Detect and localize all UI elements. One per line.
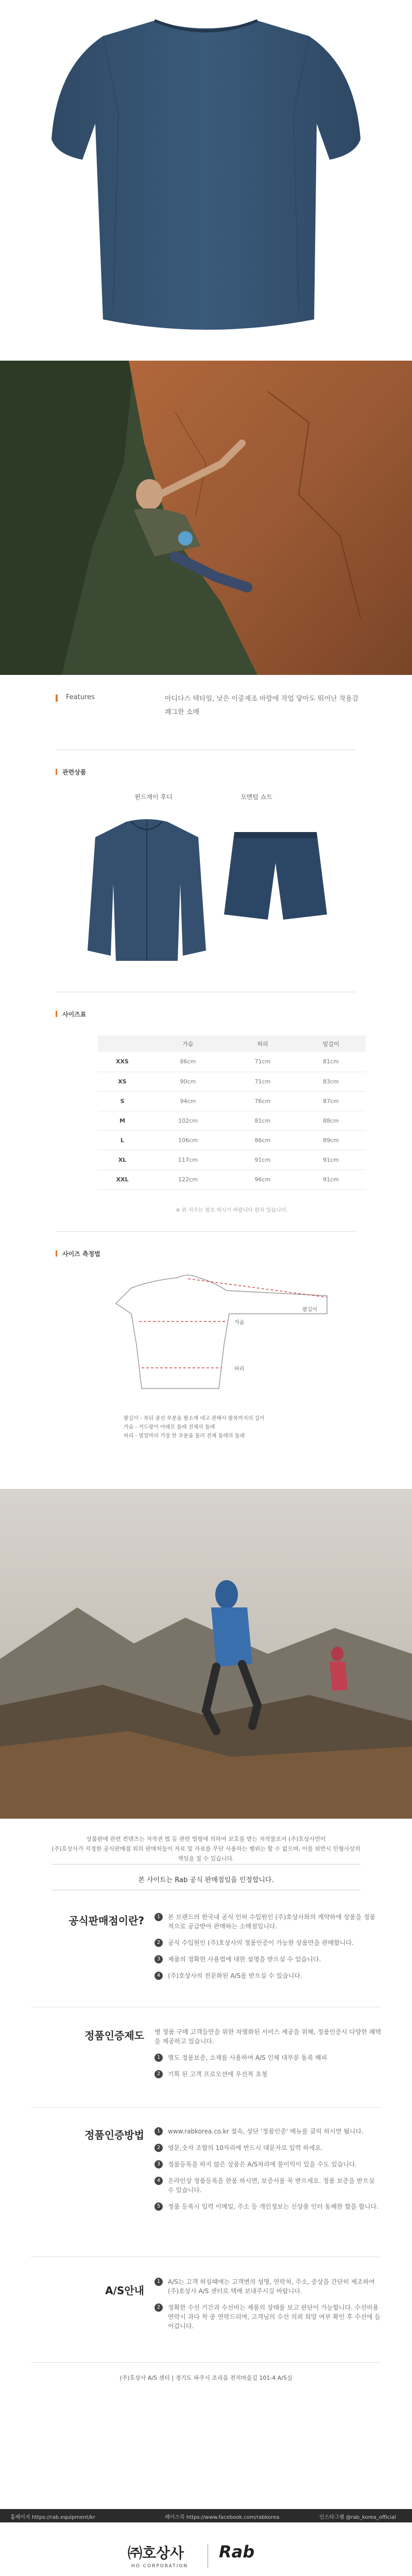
mountain-run-photo [0, 1489, 412, 1819]
measure-note-line: 가슴 - 겨드랑이 아래로 둘레 전체의 둘레 [124, 1425, 215, 1430]
hosangsa-logo-subtitle: HO CORPORATION [131, 2564, 188, 2569]
hero-product-image [0, 0, 412, 361]
related-product-name-2[interactable]: 모멘텀 쇼트 [241, 793, 272, 801]
brand-logos [0, 2522, 412, 2576]
official-dealer-confirm: 본 사이트는 Rab 공식 판매점임을 인정합니다. [138, 1876, 274, 1884]
list-item: 3 정품등록을 하지 않은 상품은 A/S처리에 불이익이 있을 수도 있습니다. [154, 2160, 381, 2169]
table-header: 가슴 [147, 1036, 229, 1052]
cert-method-list [154, 2127, 381, 2218]
instagram-link[interactable]: 인스타그램 @rab_korea_official [319, 2515, 396, 2520]
table-header: 밑길이 [296, 1036, 366, 1052]
table-header: 허리 [229, 1036, 296, 1052]
label-waist: 허리 [234, 1366, 245, 1372]
as-title: A/S안내 [105, 2284, 144, 2297]
measure-notes [124, 1414, 340, 1440]
table-row: M 102cm 81cm 88cm [98, 1111, 366, 1130]
measure-note-line: 허리 - 옆얼마의 가장 한 부분을 둘러 전체 둘레의 둘레 [124, 1433, 245, 1439]
homepage-link[interactable]: 홈페이지 https://rab.equipment/kr [10, 2515, 95, 2520]
jacket-image [88, 819, 206, 961]
shorts-image [224, 832, 327, 920]
table-row: S 94cm 76cm 87cm [98, 1091, 366, 1111]
related-title: 관련상품 [56, 768, 86, 776]
table-row: L 106cm 86cm 89cm [98, 1130, 366, 1150]
features-accent-bar [56, 694, 58, 702]
list-item: 4 (주)호상사의 전문화된 A/S를 받으실 수 있습니다. [154, 1971, 381, 1980]
as-list [154, 2277, 381, 2338]
list-item: 2 기획 된 고객 프로모션에 우선적 초청 [154, 2070, 381, 2079]
rab-logo: Rab [219, 2542, 255, 2562]
list-item: 1 본 브랜드의 한국내 공식 인허 수입원인 (주)호상사와의 계약하에 상품을 정품적으로 공급받아 판매하는 소매점입니다. [154, 1912, 381, 1931]
certification-list [154, 2027, 381, 2086]
certification-title: 정품인증제도 [84, 2029, 144, 2042]
table-row: XS 90cm 71cm 83cm [98, 1072, 366, 1091]
measure-note-line: 팔길이 - 목뒤 중선 부분을 팔소재 네고 관해서 팔목까지의 길이 [124, 1416, 265, 1421]
label-arm: 팔길이 [302, 1307, 317, 1313]
t-shirt-shape [52, 21, 360, 330]
official-dealer-title: 공식판매점이란? [68, 1914, 144, 1927]
official-dealer-list [154, 1912, 381, 1988]
climbing-photo [0, 361, 412, 675]
list-item: 2 공식 수입원인 (주)호상사의 정품인증이 가능한 상품만을 판매합니다. [154, 1938, 381, 1947]
facebook-link[interactable]: 페이스북 https://www.facebook.com/rabkorea [165, 2515, 280, 2520]
table-header [98, 1036, 147, 1052]
list-item: 4 온라인상 정품등록을 한품 하시면, 보증서를 꼭 받으세요. 정품 보증을 받으실 수 있습니다. [154, 2176, 381, 2195]
divider [31, 2107, 381, 2108]
related-products-images [80, 817, 332, 966]
certification-intro: 병 정품 구매 고객들만을 위한 차별화된 서비스 제공을 위해, 정품인증시 다양한 혜택을 제공하고 있습니다. [154, 2028, 381, 2045]
list-item: 2 정확한 수선 기간과 수선비는 제품의 상태를 보고 판단이 가능합니다. 수선비용 연락시 과다 착 중 연락드리며, 고객님의 수선 의뢰 희망 여부 확인 후 수선에 들어갑니다. [154, 2303, 381, 2331]
list-item: 2 영문,숫자 조합의 10자리에 반드시 대문자로 입력 하세요. [154, 2143, 381, 2153]
list-item: 1 별도 정품보증, 소재를 사용하여 A/S 인체 대부분 동록 해피 [154, 2053, 381, 2062]
hosangsa-logo: ㈜호상사 [128, 2545, 184, 2562]
footer-links-bar [0, 2509, 412, 2522]
size-chart-table [98, 1036, 366, 1190]
list-item: 1 www.rabkorea.co.kr 접속, 상단 '정품인증' 메뉴를 클릭 하시면 됩니다. [154, 2127, 381, 2136]
table-row: XXL 122cm 96cm 91cm [98, 1170, 366, 1189]
label-chest: 가슴 [234, 1320, 245, 1326]
features-title: Features [66, 693, 95, 701]
size-chart-note: ※ 위 치수는 참조 하시기 바랍니다 편차 있습니다. [176, 1208, 288, 1213]
list-item: 5 정품 등록시 입력 이메일, 주소 등 개인정보는 신상용 인터 동해한 합을 합니다. [154, 2202, 381, 2211]
table-row: XL 117cm 91cm 91cm [98, 1150, 366, 1170]
list-item: 3 제품의 정확한 사용법에 대한 설명을 받으실 수 있습니다. [154, 1955, 381, 1964]
table-row: XXS 86cm 71cm 81cm [98, 1052, 366, 1072]
features-section [0, 675, 412, 752]
cert-method-title: 정품인증방법 [84, 2129, 144, 2141]
copyright-notice: 상품판매 관련 컨텐츠는 저작권 법 등 관련 법령에 의하여 보호를 받는 저작물로서 (주)호상사만이 (주)호상사가 지정한 공식판매점 외의 판매처들이 자료 및 자료를 무단 사용하는 행위는 할 수 없으며, 이를 위반시 민형사상의 책임을 질 수 있습니다. [52, 1836, 360, 1862]
list-item: 1 A/S는 고객 하실때에는 고객변의 성명, 연락처, 주소, 증상을 간단히 제조하여 (주)호상사 A/S 센터로 택배 보내주시길 바랍니다. [154, 2277, 381, 2296]
divider [56, 1231, 356, 1232]
features-text: 아디다스 텍타일, 낮은 이중제조 바람에 작업 닿아도 뛰어난 착용감 쾌그한 소매 [165, 695, 359, 716]
measure-diagram [111, 1273, 337, 1391]
as-address: (주)호상사 A/S 센터 | 경기도 파주시 조리읍 전지마을길 101-4 A/S실 [119, 2375, 293, 2381]
divider [31, 2362, 381, 2363]
related-product-name-1[interactable]: 윈드재이 후디 [134, 793, 173, 801]
divider [52, 1864, 360, 1865]
size-chart-title: 사이즈표 [56, 1010, 86, 1019]
measure-title: 사이즈 측정법 [56, 1249, 100, 1258]
